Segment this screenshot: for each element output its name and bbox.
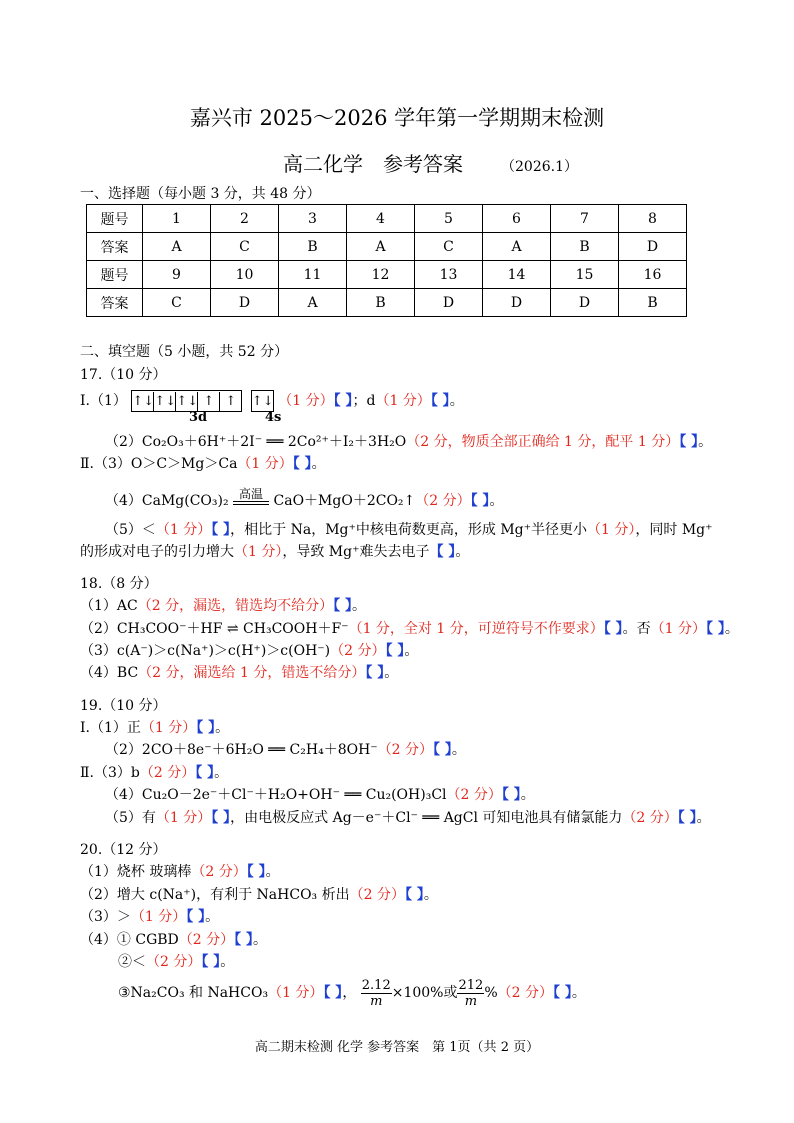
table-cell: 3 <box>279 205 347 233</box>
table-row <box>87 289 687 317</box>
score: （1 分） <box>268 985 324 1001</box>
period: 。 <box>404 643 419 659</box>
q18-p4: （4）BC <box>80 665 139 681</box>
mark-bracket: 【 】 <box>365 665 385 681</box>
score: （1 分，全对 1 分，可逆符号不作要求） <box>348 621 604 637</box>
orbital-label-3d: 3d <box>189 410 208 425</box>
mark-bracket: 【 】 <box>552 985 572 1001</box>
table-cell: 5 <box>415 205 483 233</box>
period: 。 <box>489 493 504 509</box>
q17-p2-text: （2）Co₂O₃＋6H⁺＋2I⁻ ══ 2Co²⁺＋I₂＋3H₂O <box>105 434 407 450</box>
q17-p5-d: 的形成对电子的引力增大 <box>80 544 234 560</box>
fraction-denominator: m <box>370 993 383 1009</box>
score: （1 分） <box>650 621 706 637</box>
table-row <box>87 233 687 261</box>
mark-bracket: 【 】 <box>679 434 699 450</box>
reaction-condition <box>233 487 269 511</box>
q20-part1 <box>80 862 280 882</box>
score: （1 分） <box>237 456 293 472</box>
period: 。 <box>311 456 326 472</box>
fraction-denominator: m <box>464 993 478 1009</box>
period: 。 <box>451 742 466 758</box>
q17-part5-cont <box>80 542 469 562</box>
q18-p3: （3）c(A⁻)＞c(Na⁺)＞c(H⁺)＞c(OH⁻) <box>80 643 331 659</box>
orbital-box-3d <box>131 390 242 412</box>
q17-part2 <box>105 432 712 452</box>
table-cell: B <box>551 233 619 261</box>
q20-p6-mid: ×100%或 <box>391 985 458 1001</box>
table-cell: B <box>279 233 347 261</box>
q19-p3: Ⅱ.（3）b <box>80 765 140 781</box>
score: （2 分） <box>191 864 247 880</box>
mark-bracket: 【 】 <box>211 522 231 538</box>
mark-bracket: 【 】 <box>333 598 352 614</box>
table-cell: A <box>143 233 211 261</box>
q18-part1 <box>80 596 366 616</box>
mark-bracket: 【 】 <box>292 456 312 472</box>
fraction-1 <box>361 978 392 1009</box>
table-cell: D <box>211 289 279 317</box>
q17-p5-a: （5）＜ <box>105 522 156 538</box>
q17-p5-e: ，导致 Mg⁺难失去电子 <box>282 544 430 560</box>
table-cell: 7 <box>551 205 619 233</box>
score: （1 分） <box>155 522 212 538</box>
table-cell: A <box>279 289 347 317</box>
q17-part4 <box>105 487 504 511</box>
table-row <box>87 261 687 289</box>
q19-p5: （5）有 <box>105 810 156 826</box>
mark-bracket: 【 】 <box>603 621 623 637</box>
mark-bracket: 【 】 <box>429 544 456 560</box>
q20-part4 <box>80 930 267 950</box>
score: （2 分，漏选，错选均不给分） <box>137 598 334 614</box>
table-cell: 2 <box>211 205 279 233</box>
q19-p2: （2）2CO＋8e⁻＋6H₂O ══ C₂H₄＋8OH⁻ <box>105 742 378 758</box>
period: 。 <box>220 954 235 970</box>
fraction-2 <box>457 978 484 1009</box>
q17-p1-mid: ；d <box>352 393 376 409</box>
table-cell: D <box>483 289 551 317</box>
score: （2 分） <box>497 985 553 1001</box>
q20-p6: ③Na₂CO₃ 和 NaHCO₃ <box>118 985 269 1001</box>
table-cell: 1 <box>143 205 211 233</box>
q19-part1 <box>80 718 229 738</box>
q19-part4 <box>105 785 535 805</box>
q18-part3 <box>80 641 418 661</box>
table-cell: 4 <box>347 205 415 233</box>
mark-bracket: 【 】 <box>430 393 450 409</box>
q20-part3 <box>80 907 219 927</box>
q17-part1 <box>80 390 464 412</box>
fraction-numerator: 212 <box>458 977 484 993</box>
mark-bracket: 【 】 <box>201 954 221 970</box>
q18-part4 <box>80 663 398 683</box>
score: （2 分） <box>622 810 678 826</box>
mark-bracket: 【 】 <box>323 985 343 1001</box>
table-cell: 16 <box>619 261 687 289</box>
condition-text: 高温 <box>239 487 264 501</box>
mark-bracket: 【 】 <box>246 864 266 880</box>
period: 。 <box>423 887 438 903</box>
subtitle-text: 高二化学 参考答案 <box>283 152 463 176</box>
table-cell: 14 <box>483 261 551 289</box>
period: 。 <box>205 909 220 925</box>
score: （2 分） <box>146 954 202 970</box>
q20-part5 <box>118 952 234 972</box>
period: 。 <box>696 810 711 826</box>
period: 。 <box>455 544 470 560</box>
q19-p4: （4）Cu₂O－2e⁻＋Cl⁻＋H₂O+OH⁻ ══ Cu₂(OH)₃Cl <box>105 787 447 803</box>
table-row-header: 题号 <box>87 205 143 233</box>
table-row-header: 答案 <box>87 289 143 317</box>
q18-p1: （1）AC <box>80 598 138 614</box>
q18-p2: （2）CH₃COO⁻＋HF ⇌ CH₃COOH＋F⁻ <box>80 621 349 637</box>
q17-p1-prefix: Ⅰ.（1） <box>80 393 127 409</box>
table-cell: D <box>551 289 619 317</box>
score: （2 分） <box>446 787 502 803</box>
table-cell: D <box>415 289 483 317</box>
period: 。 <box>520 787 535 803</box>
table-cell: 11 <box>279 261 347 289</box>
table-cell: A <box>347 233 415 261</box>
mark-bracket: 【 】 <box>196 720 216 736</box>
q19-part5 <box>105 808 711 828</box>
q20-heading: 20.（12 分） <box>80 842 167 858</box>
period: 。 <box>384 665 399 681</box>
q20-p2: （2）增大 c(Na⁺)，有利于 NaHCO₃ 析出 <box>80 887 350 903</box>
score: （1 分） <box>278 393 334 409</box>
q17-heading: 17.（10 分） <box>80 367 167 383</box>
table-cell: C <box>211 233 279 261</box>
mark-bracket: 【 】 <box>211 810 231 826</box>
fraction-numerator: 2.12 <box>361 977 391 993</box>
table-cell: 15 <box>551 261 619 289</box>
mark-bracket: 【 】 <box>501 787 521 803</box>
table-cell: B <box>619 289 687 317</box>
period: 。 <box>214 765 229 781</box>
orbital-cell: ↑↓ <box>153 392 175 412</box>
period: 。 <box>724 621 739 637</box>
q20-p4: （4）① CGBD <box>80 932 179 948</box>
score: （1 分） <box>140 720 197 736</box>
orbital-cell: ↑↓ <box>175 392 197 412</box>
score: （1 分） <box>130 909 187 925</box>
orbital-cell: ↑↓ <box>251 394 274 409</box>
page-footer: 高二期末检测 化学 参考答案 第 1页（共 2 页） <box>254 1040 540 1055</box>
table-cell: C <box>143 289 211 317</box>
q20-part6: ③Na₂CO₃ 和 NaHCO₃（1 分）【 】， $\frac{2.12}{m}$ ×100%或 $\frac{212}{m}$ %（2 分）【 】。 <box>118 977 586 1009</box>
table-cell: 10 <box>211 261 279 289</box>
table-row-header: 答案 <box>87 233 143 261</box>
mark-bracket: 【 】 <box>385 643 405 659</box>
score: （2 分） <box>139 765 196 781</box>
score: （2 分，漏选给 1 分，错选不给分） <box>138 665 366 681</box>
q17-part3 <box>80 454 326 474</box>
q19-p1: Ⅰ.（1）正 <box>80 720 141 736</box>
q17-p5-c: ，同时 Mg⁺ <box>635 522 713 538</box>
mark-bracket: 【 】 <box>677 810 697 826</box>
mark-bracket: 【 】 <box>186 909 206 925</box>
q20-part2 <box>80 885 438 905</box>
mark-bracket: 【 】 <box>195 765 215 781</box>
score: （2 分） <box>415 493 471 509</box>
score: （2 分） <box>178 932 235 948</box>
score: （1 分） <box>234 544 283 560</box>
table-cell: 13 <box>415 261 483 289</box>
orbital-cell: ↑ <box>219 392 241 412</box>
score: （2 分，物质全部正确给 1 分，配平 1 分） <box>406 434 680 450</box>
q17-p5-b: ，相比于 Na，Mg⁺中核电荷数更高，形成 Mg⁺半径更小 <box>230 522 588 538</box>
q20-p3: （3）＞ <box>80 909 131 925</box>
q19-p5-b: ，由电极反应式 Ag－e⁻＋Cl⁻ ══ AgCl 可知电池具有储氯能力 <box>230 810 623 826</box>
q17-p3-text: Ⅱ.（3）O＞C＞Mg＞Ca <box>80 456 238 472</box>
table-cell: 9 <box>143 261 211 289</box>
score: （2 分） <box>377 742 434 758</box>
q17-part5 <box>105 520 713 540</box>
orbital-label-4s: 4s <box>265 410 282 425</box>
answer-table <box>86 204 687 317</box>
percent-sign: % <box>484 985 498 1001</box>
period: 。 <box>265 864 280 880</box>
orbital-cell: ↑↓ <box>132 394 155 409</box>
mark-bracket: 【 】 <box>333 393 353 409</box>
mark-bracket: 【 】 <box>470 493 490 509</box>
period: 。 <box>215 720 230 736</box>
score: （1 分） <box>375 393 431 409</box>
q18-p2-b: 。否 <box>622 621 651 637</box>
q19-part2 <box>105 740 466 760</box>
page-subtitle <box>283 148 578 177</box>
orbital-box-4s <box>251 390 274 412</box>
q18-part2 <box>80 619 739 639</box>
mark-bracket: 【 】 <box>433 742 452 758</box>
mark-bracket: 【 】 <box>705 621 725 637</box>
table-cell: 6 <box>483 205 551 233</box>
mark-bracket: 【 】 <box>234 932 253 948</box>
score: （2 分） <box>349 887 405 903</box>
period: 。 <box>449 393 464 409</box>
q20-p5: ②＜ <box>118 954 146 970</box>
q17-p4-left: （4）CaMg(CO₃)₂ <box>105 493 229 509</box>
section2-heading: 二、填空题（5 小题，共 52 分） <box>80 344 289 360</box>
period: 。 <box>698 434 713 450</box>
page-title: 嘉兴市 2025～2026 学年第一学期期末检测 <box>189 106 605 130</box>
score: （2 分） <box>330 643 386 659</box>
exam-date: （2026.1） <box>501 159 578 175</box>
period: 。 <box>351 598 366 614</box>
score: （1 分） <box>155 810 212 826</box>
table-row-header: 题号 <box>87 261 143 289</box>
table-cell: 12 <box>347 261 415 289</box>
q19-heading: 19.（10 分） <box>80 698 167 714</box>
orbital-cell: ↑ <box>197 392 219 412</box>
table-cell: B <box>347 289 415 317</box>
table-cell: C <box>415 233 483 261</box>
table-row <box>87 205 687 233</box>
table-cell: D <box>619 233 687 261</box>
period: 。 <box>571 985 586 1001</box>
section1-heading: 一、选择题（每小题 3 分，共 48 分） <box>80 186 321 202</box>
q20-p1: （1）烧杯 玻璃棒 <box>80 864 192 880</box>
score: （1 分） <box>587 522 636 538</box>
table-cell: A <box>483 233 551 261</box>
q19-part3 <box>80 763 228 783</box>
period: 。 <box>253 932 267 948</box>
table-cell: 8 <box>619 205 687 233</box>
q18-heading: 18.（8 分） <box>80 576 158 592</box>
mark-bracket: 【 】 <box>404 887 424 903</box>
q17-p4-right: CaO＋MgO＋2CO₂↑ <box>273 493 416 509</box>
